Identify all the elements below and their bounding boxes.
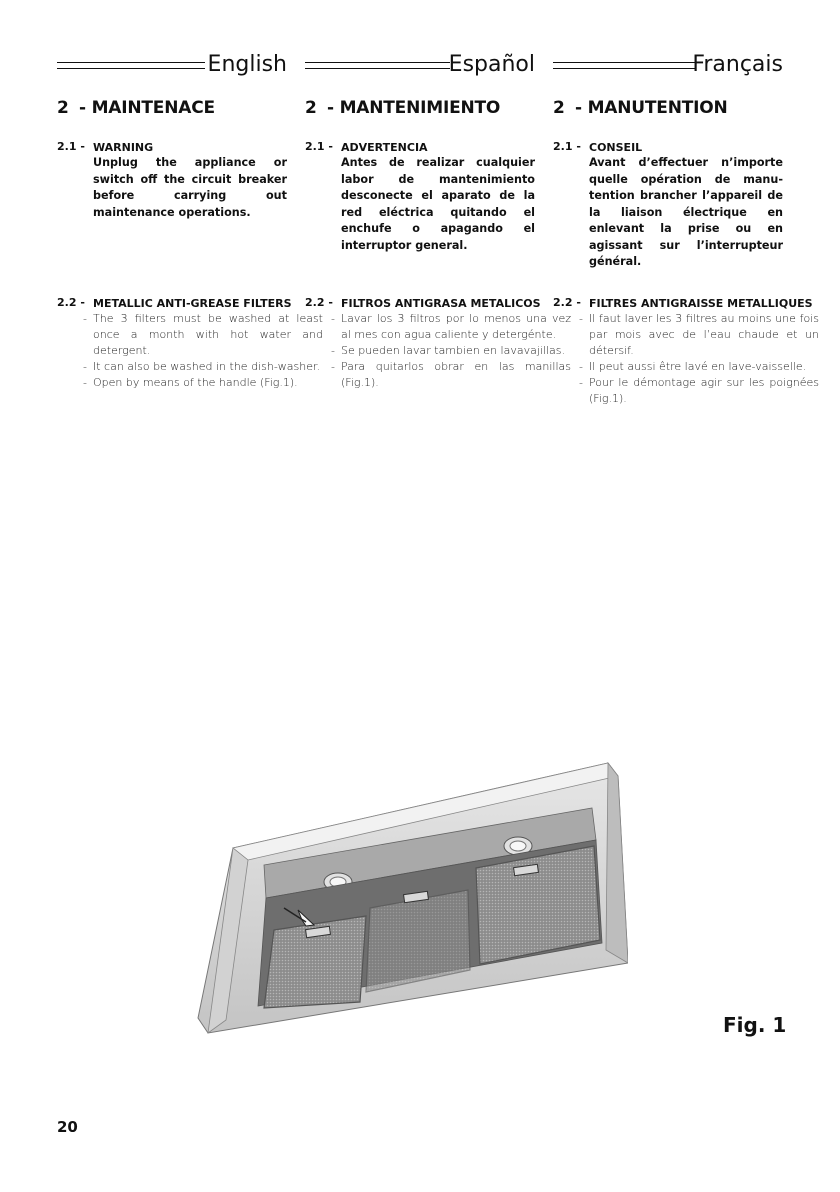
header-rule [57,62,205,69]
language-title: Français [692,52,783,77]
warning-text: Avant d’effectuer n’importe quelle opération de manu-tention brancher l’appareil de la liaison électrique en enlevant la prise ou en agissant sur l’interrupteur général. [589,156,783,268]
subsection-filters [305,296,571,391]
subsection-number: 2.2 - [305,296,333,309]
warning-text: Unplug the appliance or switch off the circuit breaker before carrying out maintenance operations. [93,156,287,219]
subsection-title: METALLIC ANTI-GREASE FILTERS [93,297,292,310]
section-number: 2 [305,98,317,118]
header-rule [553,62,695,69]
subsection-title: CONSEIL [589,141,643,154]
subsection-title: FILTRES ANTIGRAISSE METALLIQUES [589,297,813,310]
language-header [305,52,535,82]
bullet-item: - Lavar los 3 filtros por lo menos una vez al mes con agua caliente y detergénte. [331,312,571,341]
subsection-number: 2.1 - [57,140,85,153]
bullet-item: - Para quitarlos obrar en las manillas (Fig.1). [331,360,571,389]
subsection-title: WARNING [93,141,154,154]
section-title-text: - MANUTENTION [575,98,728,118]
section-title-text: - MANTENIMIENTO [327,98,501,118]
subsection-number: 2.1 - [305,140,333,153]
section-number: 2 [553,98,565,118]
subsection-warning [305,140,535,254]
bullet-item: - Open by means of the handle (Fig.1). [83,376,298,389]
section-title [305,98,535,118]
subsection-filters [553,296,819,407]
bullet-item: - Il faut laver les 3 filtres au moins une fois par mois avec de l’eau chaude et un détersif. [579,312,819,357]
page-number: 20 [57,1118,78,1136]
subsection-title: FILTROS ANTIGRASA METALICOS [341,297,541,310]
header-rule [305,62,450,69]
section-title [553,98,783,118]
column-english [57,52,323,389]
language-header [553,52,783,82]
subsection-warning [553,140,783,271]
column-spanish [305,52,571,389]
range-hood-illustration [188,758,628,1048]
bullet-item: - Il peut aussi être lavé en lave-vaisselle. [579,360,807,373]
section-title-text: - MAINTENACE [79,98,215,118]
figure-label: Fig. 1 [723,1013,787,1037]
bullet-item: - Se pueden lavar tambien en lavavajillas. [331,344,566,357]
bullet-item: - It can also be washed in the dish-washer. [83,360,320,373]
subsection-warning [57,140,287,221]
subsection-filters [57,296,323,391]
language-title: Español [448,52,535,77]
column-french [553,52,819,405]
language-title: English [207,52,287,77]
section-number: 2 [57,98,69,118]
bullet-item: - Pour le démontage agir sur les poignées (Fig.1). [579,376,819,405]
section-title [57,98,287,118]
subsection-number: 2.1 - [553,140,581,153]
subsection-number: 2.2 - [553,296,581,309]
subsection-title: ADVERTENCIA [341,141,428,154]
warning-text: Antes de realizar cualquier labor de mantenimiento desconecte el aparato de la red eléctrica quitando el enchufe o apagando el interruptor general. [341,156,535,252]
language-header [57,52,287,82]
bullet-item: - The 3 filters must be washed at least once a month with hot water and detergent. [83,312,323,357]
subsection-number: 2.2 - [57,296,85,309]
